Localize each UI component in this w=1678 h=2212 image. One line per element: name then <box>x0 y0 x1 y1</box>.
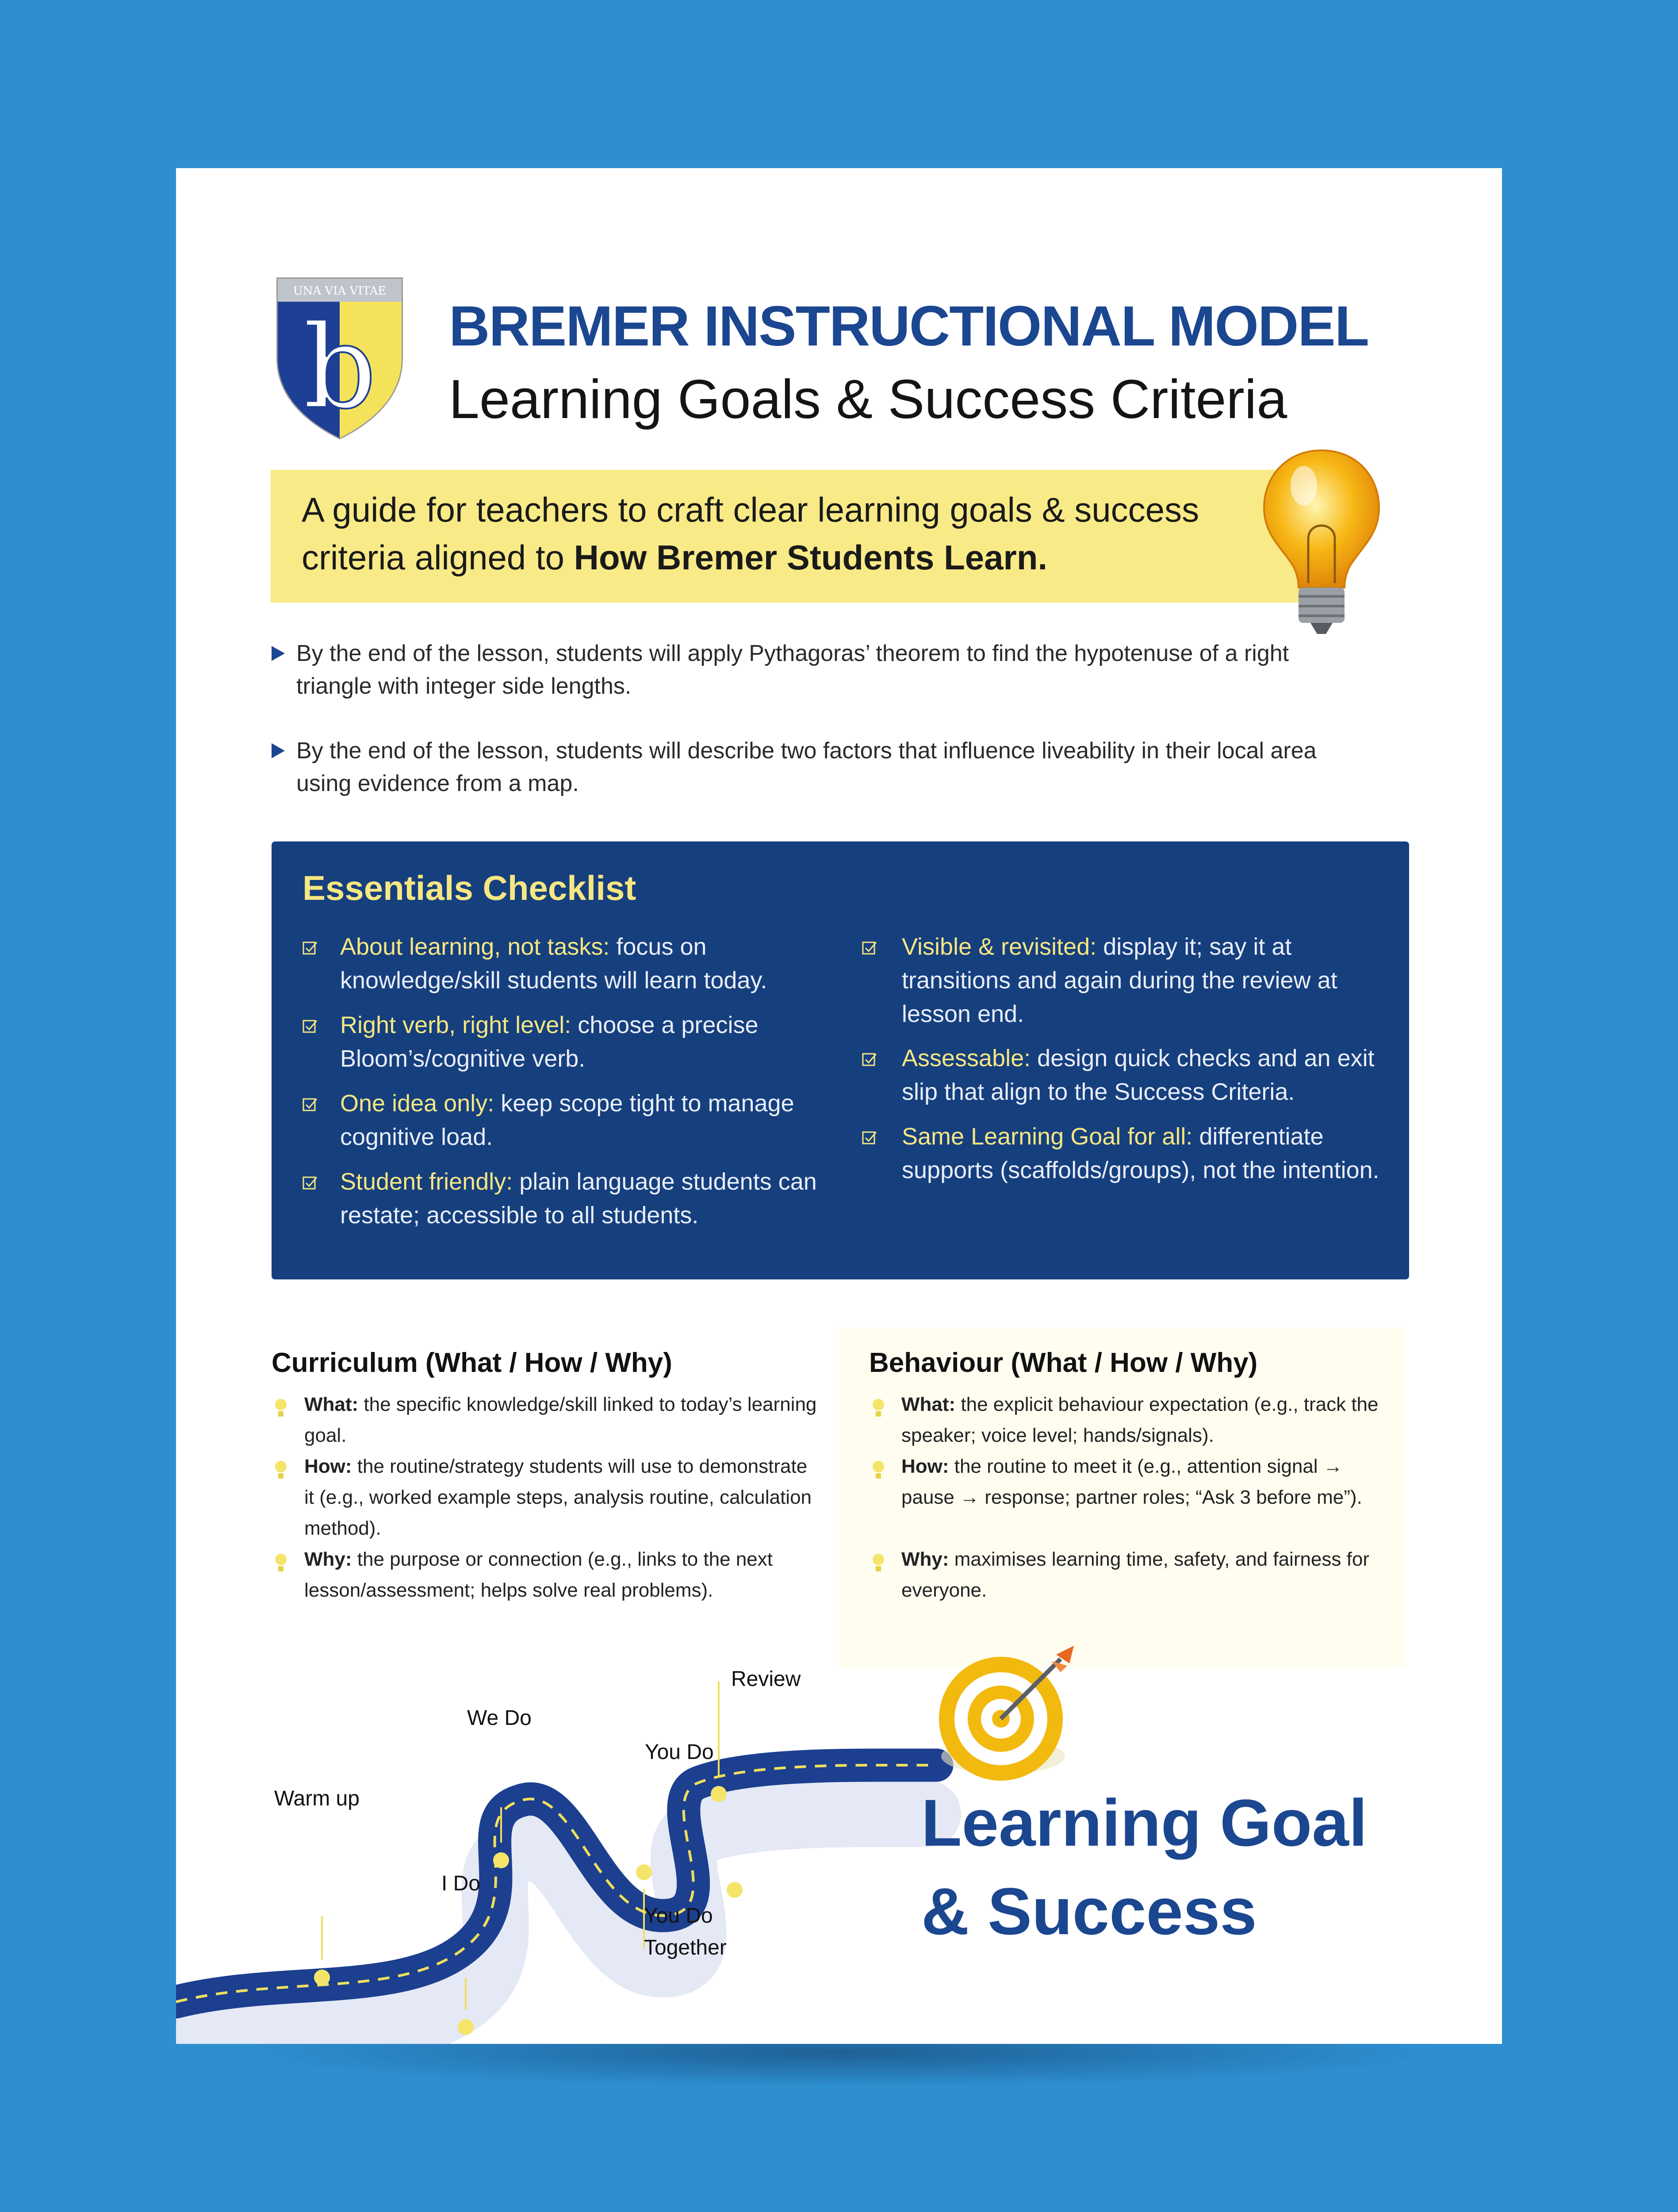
flyer-page <box>176 168 1502 2044</box>
stage-label-we-do: We Do <box>467 1706 532 1730</box>
checkbox-checked-icon <box>862 1052 877 1067</box>
behaviour-item <box>901 1544 1392 1606</box>
stage-marker-warm-up <box>314 1970 330 1985</box>
checkbox-checked-icon <box>303 1019 318 1034</box>
stage-label-you-do-together <box>644 1900 727 1964</box>
checkbox-checked-icon <box>862 1130 877 1145</box>
checklist-item <box>340 1087 840 1154</box>
curriculum-title: Curriculum (What / How / Why) <box>272 1348 672 1378</box>
page-title: BREMER INSTRUCTIONAL MODEL <box>449 295 1368 358</box>
bullet-triangle-icon <box>272 646 285 661</box>
mini-bulb-icon <box>274 1553 287 1573</box>
checkbox-checked-icon <box>862 941 877 956</box>
checklist-item-label: About learning, not tasks: <box>340 933 610 960</box>
curriculum-item-label: Why: <box>304 1548 352 1570</box>
curriculum-item <box>304 1389 817 1451</box>
banner-text-plain: A guide for teachers to craft clear learning goals & success criteria aligned to <box>302 490 1199 577</box>
behaviour-item-text: maximises learning time, safety, and fairness for everyone. <box>901 1548 1369 1601</box>
behaviour-item-label: Why: <box>901 1548 949 1570</box>
checkbox-checked-icon <box>303 1097 318 1112</box>
curriculum-item <box>304 1451 817 1544</box>
stage-label-review: Review <box>731 1667 801 1691</box>
stage-label-line: You Do <box>644 1904 713 1928</box>
crest-letter: b <box>303 301 377 434</box>
mini-bulb-icon <box>274 1398 287 1418</box>
learning-goal-heading-line2: & Success <box>921 1874 1257 1948</box>
checklist-item-label: Same Learning Goal for all: <box>902 1123 1193 1150</box>
checkbox-checked-icon <box>303 1175 318 1190</box>
banner-text <box>302 486 1297 581</box>
checklist-item-text: display it; say it at transitions and again during the review at lesson end. <box>902 933 1337 1027</box>
behaviour-title: Behaviour (What / How / Why) <box>869 1348 1258 1378</box>
bullet-triangle-icon <box>272 743 285 758</box>
example-goal-2: By the end of the lesson, students will describe two factors that influence liveability in their local area using evidence from a map. <box>296 738 1317 796</box>
behaviour-item-label: What: <box>901 1394 956 1415</box>
page-subtitle: Learning Goals & Success Criteria <box>449 369 1287 430</box>
stage-marker-i-do <box>458 2019 474 2035</box>
checklist-item <box>902 1120 1393 1187</box>
behaviour-item-text: the routine to meet it (e.g., attention signal → pause → response; partner roles; “Ask 3 before me”). <box>901 1455 1362 1508</box>
checklist-item-text: plain language students can restate; accessible to all students. <box>340 1168 817 1229</box>
curriculum-item-text: the routine/strategy students will use to demonstrate it (e.g., worked example steps, analysis routine, calculation method). <box>304 1455 812 1539</box>
checklist-item <box>902 930 1393 1031</box>
checklist-item-text: focus on knowledge/skill students will learn today. <box>340 933 767 994</box>
checklist-item <box>340 1165 840 1232</box>
checklist-item-label: Visible & revisited: <box>902 933 1097 960</box>
checkbox-checked-icon <box>303 941 318 956</box>
bremer-crest-logo <box>273 274 406 442</box>
learning-goal-heading <box>921 1778 1367 1955</box>
curriculum-item-text: the purpose or connection (e.g., links to the next lesson/assessment; helps solve real problems). <box>304 1548 773 1601</box>
checklist-item <box>902 1041 1393 1109</box>
behaviour-item-label: How: <box>901 1455 949 1477</box>
checklist-item-label: Student friendly: <box>340 1168 513 1195</box>
banner-text-bold: How Bremer Students Learn. <box>574 538 1048 577</box>
stage-marker-you-do-together <box>636 1864 652 1880</box>
curriculum-item-text: the specific knowledge/skill linked to today’s learning goal. <box>304 1394 817 1446</box>
checklist-item-label: One idea only: <box>340 1090 494 1117</box>
checklist-item-text: differentiate supports (scaffolds/groups), not the intention. <box>902 1123 1379 1183</box>
stage-label-you-do: You Do <box>645 1740 714 1764</box>
curriculum-item <box>304 1544 817 1606</box>
behaviour-item-text: the explicit behaviour expectation (e.g., track the speaker; voice level; hands/signals). <box>901 1394 1379 1446</box>
stage-label-line: Together <box>644 1936 727 1959</box>
checklist-item <box>340 930 840 997</box>
mini-bulb-icon <box>872 1553 885 1573</box>
crest-motto: UNA VIA VITAE <box>293 284 387 298</box>
essentials-checklist-panel <box>272 841 1409 1279</box>
behaviour-item <box>901 1389 1392 1451</box>
checklist-item-label: Right verb, right level: <box>340 1012 571 1038</box>
mini-bulb-icon <box>872 1398 885 1418</box>
stage-marker-review <box>711 1786 727 1802</box>
target-bullseye-icon <box>928 1641 1087 1801</box>
stage-marker-you-do <box>727 1882 743 1898</box>
checklist-title: Essentials Checklist <box>303 868 636 907</box>
light-bulb-icon <box>1255 442 1388 636</box>
stage-marker-we-do <box>493 1852 509 1868</box>
mini-bulb-icon <box>872 1460 885 1480</box>
learning-goal-heading-line1: Learning Goal <box>921 1786 1368 1860</box>
curriculum-item-label: What: <box>304 1394 359 1415</box>
behaviour-item <box>901 1451 1392 1513</box>
example-goal-1: By the end of the lesson, students will apply Pythagoras’ theorem to find the hypotenuse of a right triangle with integer side lengths. <box>296 641 1289 699</box>
checklist-item-label: Assessable: <box>902 1045 1031 1071</box>
checklist-item-text: design quick checks and an exit slip that align to the Success Criteria. <box>902 1045 1375 1105</box>
checklist-item-text: keep scope tight to manage cognitive load. <box>340 1090 794 1150</box>
stage-label-warm-up: Warm up <box>274 1787 360 1810</box>
stage-label-i-do: I Do <box>441 1872 481 1895</box>
checklist-item <box>340 1008 840 1075</box>
checklist-item-text: choose a precise Bloom’s/cognitive verb. <box>340 1012 759 1072</box>
mini-bulb-icon <box>274 1460 287 1480</box>
curriculum-item-label: How: <box>304 1455 352 1477</box>
intro-banner <box>271 470 1301 603</box>
